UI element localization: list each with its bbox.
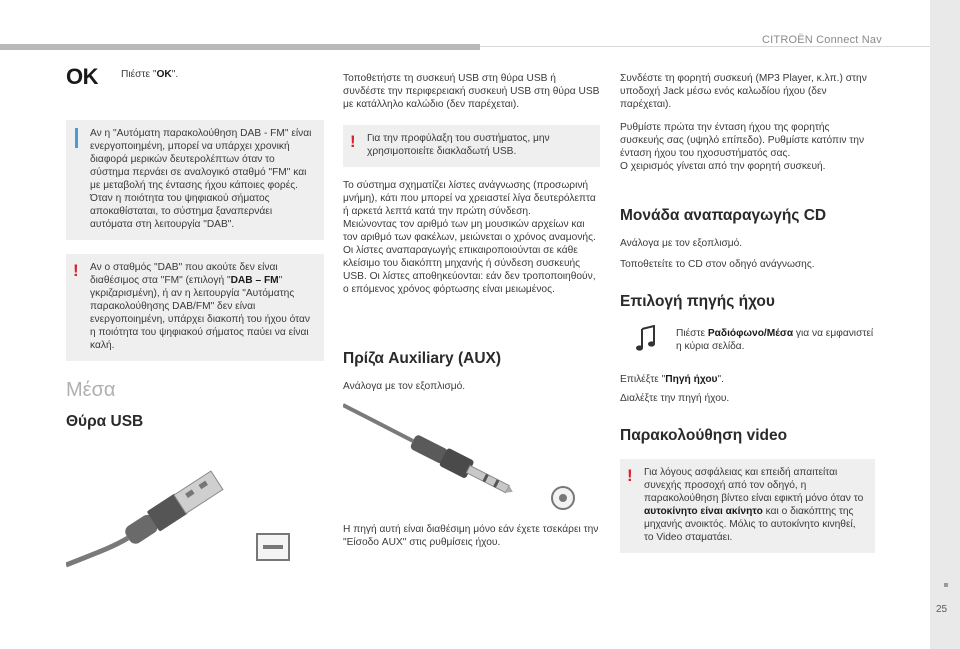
heading-cd-player: Μονάδα αναπαραγωγής CD — [620, 207, 827, 224]
header-rule — [480, 46, 930, 47]
heading-video: Παρακολούθηση video — [620, 427, 788, 444]
usb-instruction-text: Τοποθετήστε τη συσκευή USB στη θύρα USB ή συνδέστε την περιφερειακή συσκευή USB στη θύρα USB με κατάλληλο καλώδιο (δεν παρέχεται). — [343, 73, 600, 110]
info-bar-icon — [75, 128, 78, 148]
ok-instruction-text — [121, 68, 178, 81]
header-title: CITROËN Connect Nav — [762, 34, 882, 46]
cd-availability-text: Ανάλογα με τον εξοπλισμό. — [620, 238, 743, 249]
ok-text-bold: OK — [156, 69, 172, 80]
header-bar — [0, 44, 480, 50]
connect-device-text: Συνδέστε τη φορητή συσκευή (MP3 Player, κ.λπ.) στην υποδοχή Jack μέσω ενός καλωδίου ήχου (δεν παρέχεται). — [620, 73, 867, 110]
audio-source-label: Πηγή ήχου — [665, 374, 718, 385]
heading-usb-port: Θύρα USB — [66, 413, 144, 430]
playlist-text-3: Οι λίστες αναπαραγωγής επικαιροποιούνται σε κάθε κλείσιμο του διακόπτη μηχανής ή σύνδεση συσκευής USB. Οι λίστες αποθηκεύονται: εάν δεν τροποποιηθούν, ο επόμενος χρόνος φόρτωσης είναι μειωμένος. — [343, 245, 596, 295]
warning-usb-hub-text: Για την προφύλαξη του συστήματος, μην χρησιμοποιείτε διακλαδωτή USB. — [367, 133, 550, 157]
choose-source-text: Διαλέξτε την πηγή ήχου. — [620, 393, 730, 404]
ok-button-icon: OK — [66, 64, 98, 89]
cd-insert-text: Τοποθετείτε το CD στον οδηγό ανάγνωσης. — [620, 259, 815, 270]
source-press-prefix: Πιέστε — [676, 328, 708, 339]
select-prefix: Επιλέξτε " — [620, 374, 666, 385]
jack-plug-illustration — [343, 403, 600, 513]
warning-text-rest: " γκριζαρισμένη), ή αν η λειτουργία "Αυτόματης παρακολούθησης DAB/FM" δεν είναι ενεργοποιημένη, υπάρχει διακοπή του ήχου όταν η ποιότητα του ψηφιακού σήματος παύει να είναι καλή. — [90, 275, 310, 351]
source-press-text — [676, 327, 876, 353]
radio-media-label: Ραδιόφωνο/Μέσα — [707, 328, 794, 339]
select-source-text — [620, 373, 875, 386]
exclamation-icon: ! — [627, 466, 633, 485]
warning-video-text — [644, 466, 867, 544]
select-suffix: ". — [717, 374, 724, 385]
info-box-dab — [66, 120, 324, 240]
page-number: 25 — [936, 604, 948, 615]
music-note-icon — [636, 325, 656, 353]
aux-note-text: Η πηγή αυτή είναι διαθέσιμη μόνο εάν έχετε τσεκάρει την "Είσοδο AUX" στις ρυθμίσεις ήχου. — [343, 524, 599, 548]
warning-text-bold: DAB – FM — [230, 275, 279, 286]
aux-availability-text: Ανάλογα με τον εξοπλισμό. — [343, 381, 466, 392]
column-1 — [66, 66, 324, 583]
video-warn-bold: αυτοκίνητο είναι ακίνητο — [644, 506, 763, 517]
exclamation-icon: ! — [73, 261, 79, 280]
usb-plug-illustration — [66, 453, 324, 583]
ok-instruction — [66, 66, 324, 102]
playlist-text-1: Το σύστημα σχηματίζει λίστες ανάγνωσης (προσωρινή μνήμη), κάτι που μπορεί να χρειαστεί λίγα δευτερόλεπτα ή αρκετά λεπτά κατά την πρώτη σύνδεση. — [343, 180, 596, 217]
source-press-suffix: για να εμφανιστεί η κύρια σελίδα. — [676, 328, 874, 352]
heading-aux: Πρίζα Auxiliary (AUX) — [343, 350, 502, 367]
column-2 — [343, 66, 600, 549]
ok-text-prefix: Πιέστε " — [121, 69, 157, 80]
page-dot — [944, 583, 948, 587]
jack-plug-svg — [343, 403, 593, 513]
heading-audio-source: Επιλογή πηγής ήχου — [620, 293, 775, 310]
source-press-row — [620, 325, 875, 359]
page-side-strip — [930, 0, 960, 649]
usb-plug-svg — [66, 453, 246, 568]
playlist-text-2: Μειώνοντας τον αριθμό των μη μουσικών αρχείων και τον αριθμό των φακέλων, μειώνεται ο χρόνος αναμονής. — [343, 219, 596, 243]
adjust-volume-text: Ρυθμίστε πρώτα την ένταση ήχου της φορητής συσκευής σας (υψηλό επίπεδο). Ρυθμίστε κατόπιν την ένταση ήχου του ηχοσυστήματός σας. — [620, 122, 865, 159]
warning-box-text — [90, 261, 316, 352]
usb-port-icon — [256, 533, 290, 561]
ok-text-suffix: ". — [171, 69, 179, 80]
section-heading-media: Μέσα — [66, 379, 116, 401]
video-warn-suffix: και ο διακόπτης της μηχανής ανοικτός. Μόλις το αυτοκίνητο κινηθεί, το Video σταματάει. — [644, 506, 856, 543]
warning-box-dab — [66, 254, 324, 361]
warning-box-video — [620, 459, 875, 553]
warning-text-prefix: Αν ο σταθμός "DAB" που ακούτε δεν είναι διαθέσιμος στα "FM" (επιλογή " — [90, 262, 278, 286]
exclamation-icon: ! — [350, 132, 356, 151]
control-from-device-text: Ο χειρισμός γίνεται από την φορητή συσκευή. — [620, 161, 826, 172]
video-warn-prefix: Για λόγους ασφάλειας και επειδή απαιτείται συνεχής προσοχή από τον οδηγό, η παρακολούθηση βίντεο είναι εφικτή μόνο όταν το — [644, 467, 864, 504]
column-3 — [620, 66, 875, 553]
info-box-text: Αν η "Αυτόματη παρακολούθηση DAB - FM" είναι ενεργοποιημένη, μπορεί να υπάρχει χρονική διαφορά μερικών δευτερολέπτων όταν το σύστημα περνάει σε αναλογικό σταθμό "FM" και με μεταβολή της έντασης ήχου κάποιες φορές. Όταν η ποιότητα του ψηφιακού σήματος αποκαθίσταται, το σύστημα ξαναπερνάει αυτόματα στη λειτουργία "DAB". — [90, 128, 312, 230]
warning-box-usb-hub — [343, 125, 600, 167]
